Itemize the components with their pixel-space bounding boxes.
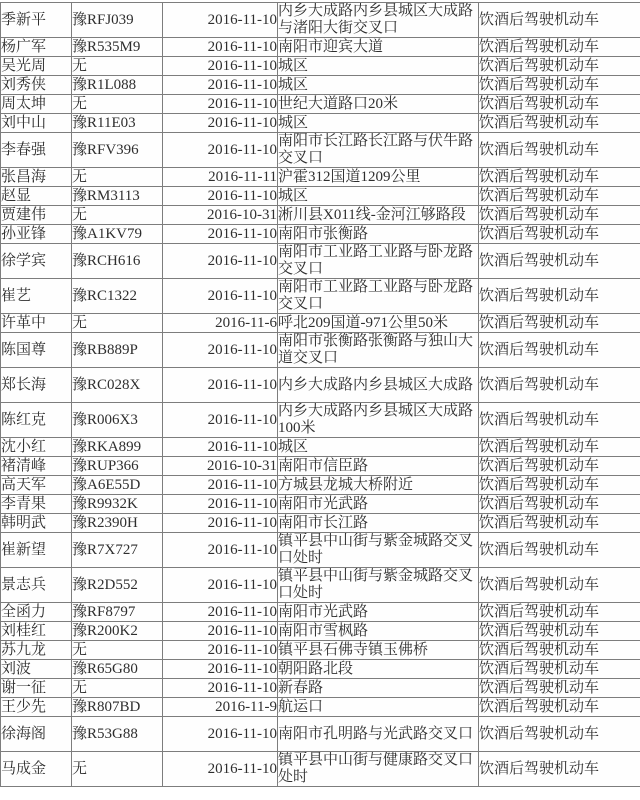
table-row — [1, 187, 640, 206]
license-plate-cell: 豫RC1322 — [72, 279, 163, 314]
license-plate-cell: 豫R53G88 — [72, 717, 163, 752]
table-row — [1, 603, 640, 622]
location-cell: 南阳市工业路工业路与卧龙路交叉口 — [278, 244, 479, 279]
table-row — [1, 476, 640, 495]
license-plate-cell: 豫RFV396 — [72, 133, 163, 168]
license-plate-cell: 无 — [72, 57, 163, 76]
violation-date-cell: 2016-11-10 — [163, 244, 278, 279]
driver-name-cell: 刘桂红 — [1, 622, 72, 641]
table-row — [1, 76, 640, 95]
table-row — [1, 3, 640, 38]
location-cell: 淅川县X011线-金河江够路段 — [278, 206, 479, 225]
location-cell: 城区 — [278, 114, 479, 133]
license-plate-cell: 豫R9932K — [72, 495, 163, 514]
violation-type-cell: 饮酒后驾驶机动车 — [479, 438, 640, 457]
table-row — [1, 225, 640, 244]
location-cell: 南阳市迎宾大道 — [278, 38, 479, 57]
violation-type-cell: 饮酒后驾驶机动车 — [479, 533, 640, 568]
violation-type-cell: 饮酒后驾驶机动车 — [479, 133, 640, 168]
violation-type-cell: 饮酒后驾驶机动车 — [479, 206, 640, 225]
violation-type-cell: 饮酒后驾驶机动车 — [479, 168, 640, 187]
license-plate-cell: 豫R200K2 — [72, 622, 163, 641]
table-row — [1, 533, 640, 568]
violation-date-cell: 2016-11-10 — [163, 57, 278, 76]
violation-date-cell: 2016-11-10 — [163, 476, 278, 495]
table-row — [1, 660, 640, 679]
table-row — [1, 403, 640, 438]
violation-date-cell: 2016-10-31 — [163, 206, 278, 225]
violation-type-cell: 饮酒后驾驶机动车 — [479, 641, 640, 660]
violation-date-cell: 2016-11-10 — [163, 403, 278, 438]
table-row — [1, 457, 640, 476]
violation-type-cell: 饮酒后驾驶机动车 — [479, 717, 640, 752]
table-row — [1, 622, 640, 641]
driver-name-cell: 杨广军 — [1, 38, 72, 57]
location-cell: 朝阳路北段 — [278, 660, 479, 679]
license-plate-cell: 无 — [72, 206, 163, 225]
driver-name-cell: 赵显 — [1, 187, 72, 206]
violation-type-cell: 饮酒后驾驶机动车 — [479, 3, 640, 38]
driver-name-cell: 孙亚锋 — [1, 225, 72, 244]
license-plate-cell: 豫R006X3 — [72, 403, 163, 438]
license-plate-cell: 豫R65G80 — [72, 660, 163, 679]
location-cell: 内乡大成路内乡县城区大成路 — [278, 368, 479, 403]
violation-date-cell: 2016-11-10 — [163, 95, 278, 114]
license-plate-cell: 无 — [72, 641, 163, 660]
driver-name-cell: 李青果 — [1, 495, 72, 514]
violation-type-cell: 饮酒后驾驶机动车 — [479, 403, 640, 438]
location-cell: 南阳市信臣路 — [278, 457, 479, 476]
location-cell: 城区 — [278, 76, 479, 95]
violation-type-cell: 饮酒后驾驶机动车 — [479, 679, 640, 698]
license-plate-cell: 豫A6E55D — [72, 476, 163, 495]
driver-name-cell: 徐海阁 — [1, 717, 72, 752]
table-row — [1, 57, 640, 76]
driver-name-cell: 刘中山 — [1, 114, 72, 133]
violation-date-cell: 2016-11-10 — [163, 495, 278, 514]
violation-type-cell: 饮酒后驾驶机动车 — [479, 622, 640, 641]
violation-type-cell: 饮酒后驾驶机动车 — [479, 38, 640, 57]
violation-date-cell: 2016-11-10 — [163, 717, 278, 752]
table-row — [1, 368, 640, 403]
driver-name-cell: 季新平 — [1, 3, 72, 38]
driver-name-cell: 褚清峰 — [1, 457, 72, 476]
violation-date-cell: 2016-11-10 — [163, 76, 278, 95]
violation-type-cell: 饮酒后驾驶机动车 — [479, 225, 640, 244]
violation-type-cell: 饮酒后驾驶机动车 — [479, 568, 640, 603]
violation-date-cell: 2016-11-10 — [163, 279, 278, 314]
license-plate-cell: 豫RKA899 — [72, 438, 163, 457]
violation-type-cell: 饮酒后驾驶机动车 — [479, 603, 640, 622]
driver-name-cell: 马成金 — [1, 752, 72, 787]
table-row — [1, 717, 640, 752]
driver-name-cell: 张昌海 — [1, 168, 72, 187]
driver-name-cell: 周太坤 — [1, 95, 72, 114]
driver-name-cell: 崔新望 — [1, 533, 72, 568]
location-cell: 南阳市长江路长江路与伏牛路交叉口 — [278, 133, 479, 168]
violation-date-cell: 2016-10-31 — [163, 457, 278, 476]
driver-name-cell: 李春强 — [1, 133, 72, 168]
location-cell: 南阳市张衡路 — [278, 225, 479, 244]
violation-date-cell: 2016-11-10 — [163, 568, 278, 603]
license-plate-cell: 豫RC028X — [72, 368, 163, 403]
location-cell: 南阳市光武路 — [278, 603, 479, 622]
violation-date-cell: 2016-11-10 — [163, 3, 278, 38]
location-cell: 南阳市张衡路张衡路与独山大道交叉口 — [278, 333, 479, 368]
driver-name-cell: 王少先 — [1, 698, 72, 717]
license-plate-cell: 豫RM3113 — [72, 187, 163, 206]
license-plate-cell: 豫R535M9 — [72, 38, 163, 57]
violation-type-cell: 饮酒后驾驶机动车 — [479, 368, 640, 403]
violation-type-cell: 饮酒后驾驶机动车 — [479, 95, 640, 114]
records-table-body — [1, 3, 640, 787]
license-plate-cell: 豫R11E03 — [72, 114, 163, 133]
violation-date-cell: 2016-11-10 — [163, 38, 278, 57]
license-plate-cell: 无 — [72, 679, 163, 698]
violation-date-cell: 2016-11-10 — [163, 225, 278, 244]
table-row — [1, 133, 640, 168]
driver-name-cell: 徐学宾 — [1, 244, 72, 279]
table-row — [1, 698, 640, 717]
table-row — [1, 752, 640, 787]
violation-type-cell: 饮酒后驾驶机动车 — [479, 244, 640, 279]
location-cell: 方城县龙城大桥附近 — [278, 476, 479, 495]
violation-date-cell: 2016-11-10 — [163, 333, 278, 368]
driver-name-cell: 贾建伟 — [1, 206, 72, 225]
violation-date-cell: 2016-11-10 — [163, 641, 278, 660]
violation-type-cell: 饮酒后驾驶机动车 — [479, 187, 640, 206]
location-cell: 航运口 — [278, 698, 479, 717]
location-cell: 世纪大道路口20米 — [278, 95, 479, 114]
driver-name-cell: 许革中 — [1, 314, 72, 333]
license-plate-cell: 豫R7X727 — [72, 533, 163, 568]
location-cell: 新春路 — [278, 679, 479, 698]
violation-type-cell: 饮酒后驾驶机动车 — [479, 76, 640, 95]
location-cell: 南阳市光武路 — [278, 495, 479, 514]
location-cell: 镇平县中山街与健康路交叉口处时 — [278, 752, 479, 787]
location-cell: 南阳市雪枫路 — [278, 622, 479, 641]
violation-type-cell: 饮酒后驾驶机动车 — [479, 457, 640, 476]
violation-date-cell: 2016-11-10 — [163, 622, 278, 641]
violation-date-cell: 2016-11-10 — [163, 660, 278, 679]
driver-name-cell: 全函力 — [1, 603, 72, 622]
violation-type-cell: 饮酒后驾驶机动车 — [479, 514, 640, 533]
location-cell: 南阳市长江路 — [278, 514, 479, 533]
violation-type-cell: 饮酒后驾驶机动车 — [479, 476, 640, 495]
violation-date-cell: 2016-11-10 — [163, 533, 278, 568]
license-plate-cell: 豫RUP366 — [72, 457, 163, 476]
violation-date-cell: 2016-11-10 — [163, 187, 278, 206]
location-cell: 内乡大成路内乡县城区大成路与渚阳大街交叉口 — [278, 3, 479, 38]
violation-date-cell: 2016-11-6 — [163, 314, 278, 333]
table-row — [1, 38, 640, 57]
violation-type-cell: 饮酒后驾驶机动车 — [479, 660, 640, 679]
location-cell: 城区 — [278, 187, 479, 206]
driver-name-cell: 沈小红 — [1, 438, 72, 457]
driver-name-cell: 陈红克 — [1, 403, 72, 438]
violation-type-cell: 饮酒后驾驶机动车 — [479, 698, 640, 717]
location-cell: 镇平县石佛寺镇玉佛桥 — [278, 641, 479, 660]
table-row — [1, 114, 640, 133]
violation-type-cell: 饮酒后驾驶机动车 — [479, 495, 640, 514]
license-plate-cell: 无 — [72, 314, 163, 333]
violation-date-cell: 2016-11-10 — [163, 514, 278, 533]
location-cell: 内乡大成路内乡县城区大成路100米 — [278, 403, 479, 438]
violation-date-cell: 2016-11-10 — [163, 438, 278, 457]
table-row — [1, 333, 640, 368]
license-plate-cell: 豫R2390H — [72, 514, 163, 533]
location-cell: 南阳市孔明路与光武路交叉口 — [278, 717, 479, 752]
violation-date-cell: 2016-11-10 — [163, 133, 278, 168]
driver-name-cell: 韩明武 — [1, 514, 72, 533]
license-plate-cell: 豫R807BD — [72, 698, 163, 717]
violation-type-cell: 饮酒后驾驶机动车 — [479, 114, 640, 133]
table-row — [1, 679, 640, 698]
license-plate-cell: 无 — [72, 168, 163, 187]
license-plate-cell: 豫A1KV79 — [72, 225, 163, 244]
violation-type-cell: 饮酒后驾驶机动车 — [479, 57, 640, 76]
license-plate-cell: 豫R1L088 — [72, 76, 163, 95]
violation-type-cell: 饮酒后驾驶机动车 — [479, 279, 640, 314]
violation-date-cell: 2016-11-9 — [163, 698, 278, 717]
driver-name-cell: 高天军 — [1, 476, 72, 495]
license-plate-cell: 豫RFJ039 — [72, 3, 163, 38]
table-row — [1, 641, 640, 660]
table-row — [1, 438, 640, 457]
location-cell: 城区 — [278, 57, 479, 76]
table-row — [1, 495, 640, 514]
license-plate-cell: 无 — [72, 752, 163, 787]
violation-date-cell: 2016-11-10 — [163, 603, 278, 622]
violation-records-table — [0, 2, 640, 787]
violation-date-cell: 2016-11-11 — [163, 168, 278, 187]
driver-name-cell: 苏九龙 — [1, 641, 72, 660]
driver-name-cell: 刘秀侠 — [1, 76, 72, 95]
driver-name-cell: 刘波 — [1, 660, 72, 679]
license-plate-cell: 豫RB889P — [72, 333, 163, 368]
table-row — [1, 314, 640, 333]
location-cell: 城区 — [278, 438, 479, 457]
violation-date-cell: 2016-11-10 — [163, 679, 278, 698]
license-plate-cell: 无 — [72, 95, 163, 114]
table-row — [1, 95, 640, 114]
driver-name-cell: 景志兵 — [1, 568, 72, 603]
table-row — [1, 279, 640, 314]
location-cell: 镇平县中山街与紫金城路交叉口处时 — [278, 533, 479, 568]
driver-name-cell: 陈国尊 — [1, 333, 72, 368]
location-cell: 南阳市工业路工业路与卧龙路交叉口 — [278, 279, 479, 314]
violation-date-cell: 2016-11-10 — [163, 752, 278, 787]
violation-type-cell: 饮酒后驾驶机动车 — [479, 333, 640, 368]
license-plate-cell: 豫RCH616 — [72, 244, 163, 279]
driver-name-cell: 郑长海 — [1, 368, 72, 403]
violation-type-cell: 饮酒后驾驶机动车 — [479, 314, 640, 333]
table-row — [1, 168, 640, 187]
license-plate-cell: 豫R2D552 — [72, 568, 163, 603]
location-cell: 镇平县中山街与紫金城路交叉口处时 — [278, 568, 479, 603]
driver-name-cell: 吴光周 — [1, 57, 72, 76]
violation-date-cell: 2016-11-10 — [163, 368, 278, 403]
table-row — [1, 206, 640, 225]
driver-name-cell: 谢一征 — [1, 679, 72, 698]
table-row — [1, 244, 640, 279]
violation-type-cell: 饮酒后驾驶机动车 — [479, 752, 640, 787]
table-row — [1, 514, 640, 533]
location-cell: 呼北209国道-971公里50米 — [278, 314, 479, 333]
violation-date-cell: 2016-11-10 — [163, 114, 278, 133]
driver-name-cell: 崔艺 — [1, 279, 72, 314]
location-cell: 沪霍312国道1209公里 — [278, 168, 479, 187]
table-row — [1, 568, 640, 603]
license-plate-cell: 豫RF8797 — [72, 603, 163, 622]
